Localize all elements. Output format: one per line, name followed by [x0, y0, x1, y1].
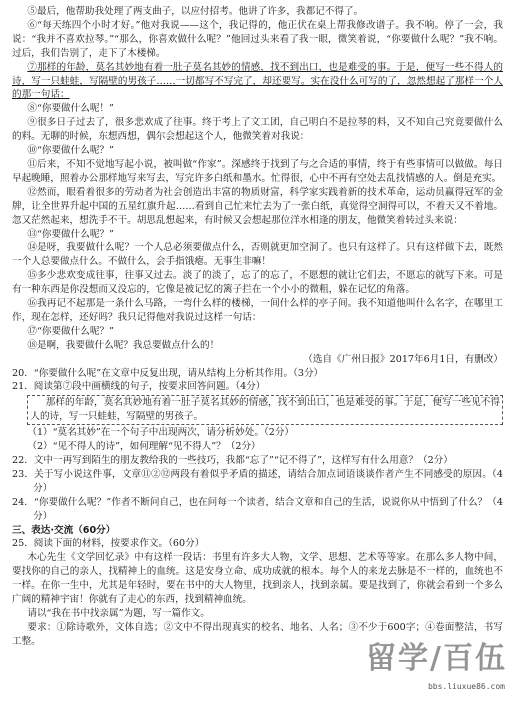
- question-21-part-1: （1）“莫名其妙”在一个句子中出现两次，请分析妙处。（2分）: [27, 427, 295, 439]
- paragraph-15: ⑮多少悲欢变成往事，往事又过去。淡了的淡了，忘了的忘了，不愿想的就让它们去，不愿忘的就写下来。可是有一种东西是你没想而又没忘的，它像是被记忆的篱子拦在一个小小的微粗，躲在记忆的角落。: [12, 270, 503, 296]
- question-24: 24．“你要做什么呢？”作者不断问自己，也在问每一个读者，结合文章和自己的生活，说说你从中悟到了什么？（4分）: [12, 496, 503, 522]
- paragraph-9: ⑨很多日子过去了，很多悲欢成了往事。终于考上了文工团，自己明白不是拉琴的料，又不知自己究竟要做什么的料。无聊的时候，东想西想，偶尔会想起这个人，他微笑着对我说：: [12, 117, 503, 143]
- question-23: 23．关于写小说这件事，文章⑪②⑫两段有着似乎矛盾的描述，请结合加点词语谈谈作者产生不同感受的原因。（4分）: [12, 468, 503, 494]
- paragraph-18: ⑱是啊，我要做什么呢？我总要做点什么的！: [27, 339, 220, 351]
- watermark-brand: 留学/百伍: [366, 641, 507, 676]
- paragraph-11: ⑪后来，不知不觉地写起小说，被叫做“作家”。深感终于找到了与之合适的事情，终于有些事情可以做做。每日早起晚睡，照着办公那样地写来写去，写完许多白纸和墨水。忙得很，心中不再有空处去乱找情感的人。倒是充实。: [12, 158, 503, 184]
- paragraph-13: ⑬“你要做什么呢？”: [27, 228, 114, 240]
- paragraph-8: ⑧“你要做什么呢！”: [27, 103, 114, 115]
- watermark-logo: [359, 641, 509, 696]
- paragraph-16: ⑯我再记不起那是一条什么马路，一弯什么样的楼梯，一间什么样的亭子间。我不知道他叫什么名字，在哪里工作，现在怎样，还好吗？我只记得他对我说过这样一句话：: [12, 298, 503, 323]
- watermark-url: bbs.liuxue86.com: [427, 682, 505, 692]
- question-25: 25．阅读下面的材料，按要求作文。（60分）: [12, 538, 205, 550]
- paragraph-14: ⑭是呀，我要做什么呢？一个人总必须要做点什么，否则就更加空洞了。也只有这样了。只有这样做下去，既然一个人总要做点什么。不做什么，会手指饿瘪。无事生非嘛！: [12, 242, 503, 268]
- question-22: 22．文中一再写到陌生的朋友教给我的一些技巧，我都“忘了”“记不得了”，这样写有什么用意？（2分）: [12, 455, 453, 466]
- question-21-part-2: （2）“见不得人的诗”，如何理解“见不得人”？（2分）: [27, 441, 261, 453]
- question-20: 20．“你要做什么呢”在文章中反复出现，请从结构上分析其作用。（3分）: [12, 367, 324, 379]
- paragraph-12: ⑫然而，眼看着很多的劳动者为社会创造出丰富的物质财富，科学家实践着新的技术革命，运动员赢得冠军的金牌，让全世界升起中国的五星红旗升起……看到自己忙来忙去为了一张白纸，真觉得空洞得可以，不着天又不着地。忽又茫然起来，想洗手不干。胡思乱想起来，有时候又会想起那位洋水相逢的朋友，他微笑着转过头来说：: [12, 186, 503, 226]
- article-source: （选自《广州日报》2017年6月1日，有删改）: [303, 353, 503, 365]
- composition-prompt: 请以“我在书中找亲属”为题，写一篇作文。: [27, 607, 210, 619]
- article: [12, 5, 503, 367]
- paragraph-6: ⑥“每天练四个小时才好。”他对我说——这个，我记得的，他正伏在桌上帮我修改谱子。我不响。停了一会，我说：“我并不喜欢拉琴。”“那么，你喜欢做什么呢？”他回过头来看了我一眼，微笑着说，“你要做什么呢？”我不响。过后，我们告别了，走下了木楼梯。: [12, 19, 503, 59]
- composition-requirements: 要求：①除诗歌外，文体自选；②文中不得出现真实的校名、地名、人名；③不少于600字；④卷面整洁，书写工整。: [12, 621, 503, 647]
- paragraph-7: ⑦那样的年龄，莫名其妙地有着一肚子莫名其妙的情感，找不到出口，也是难受的事。于是，便写一些不得人的诗，写一只蛙蛙，写隔壁的男孩子……一切都写不写完了，却还要写。实在没什么可写的了，忽然想起了那样一个人的那一句话：: [12, 61, 503, 101]
- paragraph-17: ⑰“你要做什么呢？”: [27, 325, 114, 337]
- questions: [12, 367, 503, 524]
- paragraph-10: ⑩“你要做什么呢？”: [27, 145, 114, 157]
- section-heading: 三、表达·交流（60分）: [12, 524, 116, 536]
- composition: [12, 524, 503, 649]
- paragraph-5: ⑤最后，他帮助我处理了两支曲子，以应付招考。他讲了许多，我都记不得了。: [27, 6, 364, 17]
- question-21-quote-box: 那样的年龄，莫名其妙地有着一肚子莫名其妙的情感，找不到出口，也是难受的事。于是，便写一些见不得人的诗，写一只蛙蛙，写隔壁的男孩子。: [27, 395, 503, 425]
- composition-material: 木心先生《文学回忆录》中有这样一段话：书里有许多大人物，文学、思想、艺术等等家。在那么多人物中间，要找你的自己的亲人，找精神上的血统。这是安身立命、成功成就的根本。每个人的来龙去脉是不一样的，血统也不一样。在你一生中，尤其是年轻时，要在书中的大人物里，找到亲人，找到亲属。要是找到了，你就会看到一个多么广阔的精神宇宙！你就有了走心的东西，找到精神血统。: [12, 552, 503, 606]
- question-21: 21．阅读第⑦段中画横线的句子，按要求回答问题。（4分）: [12, 381, 266, 393]
